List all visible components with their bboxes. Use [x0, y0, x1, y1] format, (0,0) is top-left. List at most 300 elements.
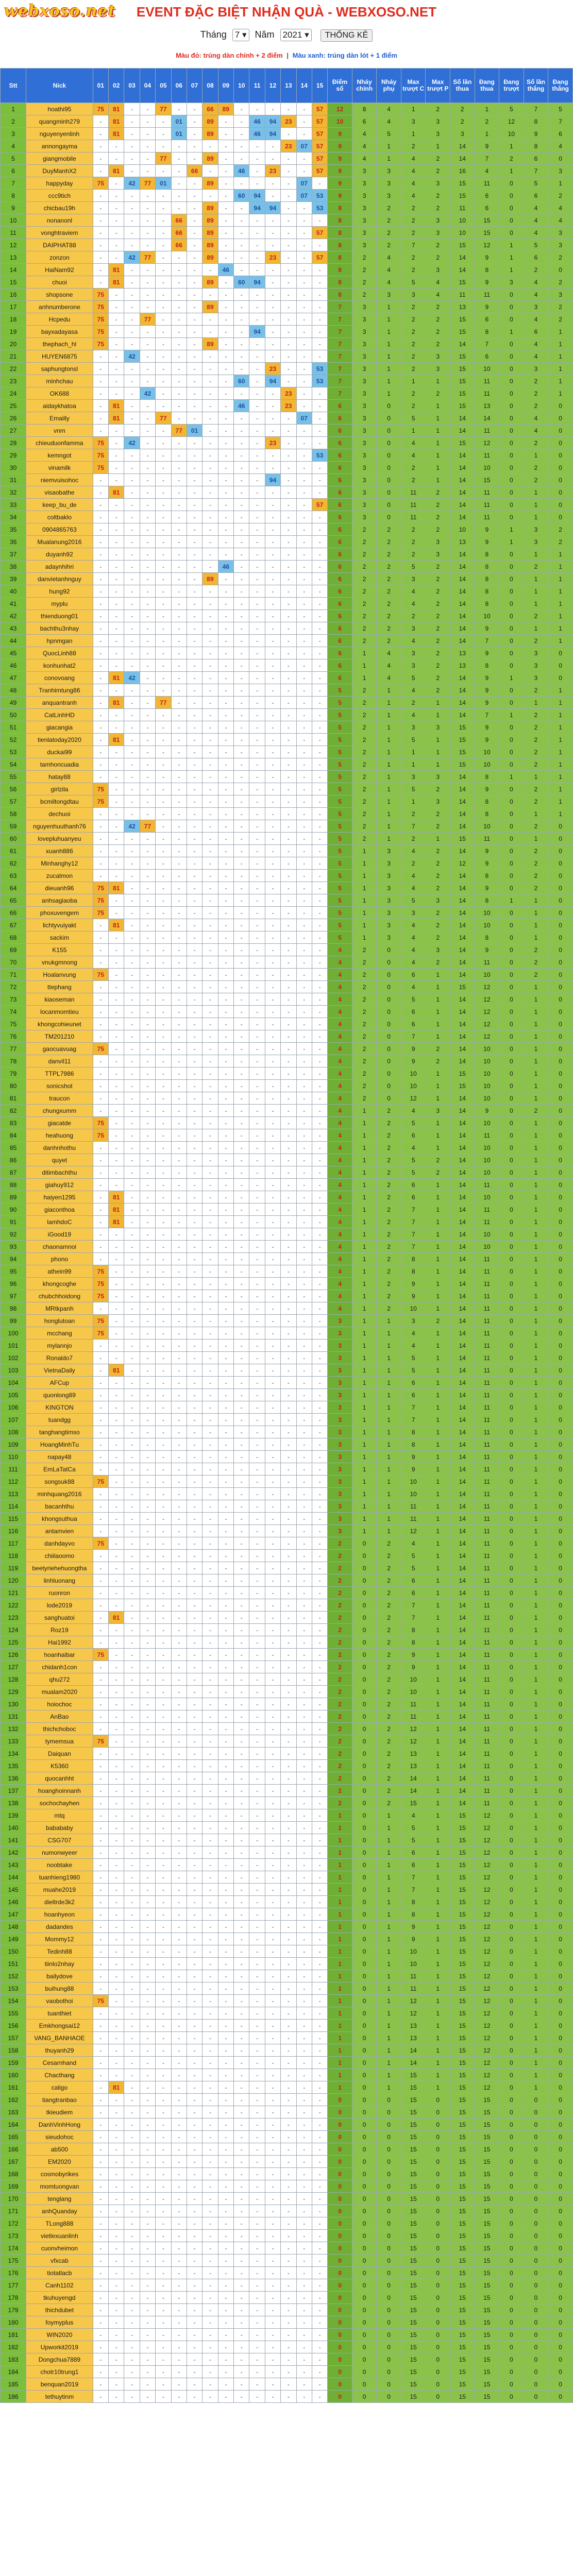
row-nick[interactable]: Hai1992	[26, 1636, 93, 1649]
day-empty-cell: -	[218, 1587, 233, 1599]
score-cell: 0	[352, 2020, 377, 2032]
day-empty-cell: -	[187, 956, 202, 969]
row-nick[interactable]: cuonvheimon	[26, 2242, 93, 2255]
score-cell: 1	[524, 1055, 548, 1067]
row-stt: 152	[1, 1970, 26, 1982]
score-cell: 0	[426, 2193, 450, 2205]
row-nick[interactable]: danhdayvo	[26, 1537, 93, 1550]
day-empty-cell: -	[218, 1723, 233, 1735]
row-nick[interactable]: tenglang	[26, 2193, 93, 2205]
score-cell: 0	[352, 2044, 377, 2057]
row-nick[interactable]: giacatde	[26, 1117, 93, 1129]
row-nick[interactable]: bacanhthu	[26, 1500, 93, 1513]
row-nick[interactable]: DuyManhX2	[26, 165, 93, 177]
row-nick[interactable]: thuyanh29	[26, 2044, 93, 2057]
row-nick[interactable]: CatLinhHD	[26, 709, 93, 721]
row-nick[interactable]: duckai99	[26, 746, 93, 758]
row-nick[interactable]: giaconthoa	[26, 1204, 93, 1216]
row-nick[interactable]: Emailly	[26, 412, 93, 425]
score-cell: 6	[548, 128, 573, 140]
row-nick[interactable]: sieudohoc	[26, 2131, 93, 2143]
table-row	[1, 1871, 573, 1884]
row-nick[interactable]: mtq	[26, 1809, 93, 1822]
day-empty-cell: -	[203, 585, 218, 598]
day-empty-cell: -	[218, 1166, 233, 1179]
row-nick[interactable]: tienlatoday2020	[26, 734, 93, 746]
row-nick[interactable]: DanhVinhHong	[26, 2119, 93, 2131]
score-total: 1	[328, 1995, 352, 2007]
row-nick[interactable]: Cesarnhand	[26, 2057, 93, 2069]
row-nick[interactable]: hoanhyeon	[26, 1908, 93, 1921]
row-nick[interactable]: quyet	[26, 1154, 93, 1166]
day-empty-cell: -	[140, 931, 155, 944]
day-empty-cell: -	[156, 1809, 171, 1822]
row-nick[interactable]: CSG707	[26, 1834, 93, 1846]
score-cell: 1	[548, 709, 573, 721]
row-nick[interactable]: lovepluhuanyeu	[26, 833, 93, 845]
day-empty-cell: -	[265, 2044, 280, 2057]
score-cell: 2	[352, 734, 377, 746]
score-cell: 3	[377, 882, 401, 894]
day-empty-cell: -	[234, 1797, 249, 1809]
score-cell: 1	[352, 919, 377, 931]
score-cell: 0	[499, 1599, 524, 1612]
row-nick[interactable]: tiinlo2nhay	[26, 1958, 93, 1970]
row-nick[interactable]: ditimbachthu	[26, 1166, 93, 1179]
score-cell: 2	[524, 857, 548, 870]
row-nick[interactable]: quangminh279	[26, 115, 93, 128]
row-nick[interactable]: AFCup	[26, 1377, 93, 1389]
score-cell: 1	[524, 907, 548, 919]
row-nick[interactable]: sanghuatoi	[26, 1612, 93, 1624]
day-hit-cell: 46	[218, 561, 233, 573]
score-cell: 1	[426, 1142, 450, 1154]
day-empty-cell: -	[109, 795, 124, 808]
row-nick[interactable]: honglutoan	[26, 1315, 93, 1327]
score-cell: 11	[475, 1772, 499, 1785]
score-cell: 0	[499, 177, 524, 190]
row-nick[interactable]: TLong888	[26, 2217, 93, 2230]
day-empty-cell: -	[140, 610, 155, 622]
row-nick[interactable]: Canh1102	[26, 2279, 93, 2292]
row-nick[interactable]: Hcpedu	[26, 313, 93, 326]
row-nick[interactable]: kiaoseman	[26, 993, 93, 1006]
row-nick[interactable]: AnBao	[26, 1710, 93, 1723]
score-total: 3	[328, 1327, 352, 1340]
day-empty-cell: -	[156, 2279, 171, 2292]
row-nick[interactable]: mylannjo	[26, 1340, 93, 1352]
row-nick[interactable]: hoanhaibar	[26, 1649, 93, 1661]
score-cell: 0	[499, 1080, 524, 1092]
row-nick[interactable]: chicbau19h	[26, 202, 93, 214]
row-nick[interactable]: hoathi95	[26, 103, 93, 115]
row-nick[interactable]: nonanonl	[26, 214, 93, 227]
row-stt: 112	[1, 1476, 26, 1488]
row-nick[interactable]: anhsagiaoba	[26, 894, 93, 907]
score-cell: 0	[548, 474, 573, 486]
row-nick[interactable]: heahuong	[26, 1129, 93, 1142]
day-empty-cell: -	[218, 1426, 233, 1438]
row-nick[interactable]: tuanhieng1980	[26, 1871, 93, 1884]
day-empty-cell: -	[234, 721, 249, 734]
row-nick[interactable]: keep_bu_de	[26, 499, 93, 511]
row-nick[interactable]: sonicshot	[26, 1080, 93, 1092]
row-nick[interactable]: vaobothoi	[26, 1995, 93, 2007]
row-nick[interactable]: hoiochoc	[26, 1698, 93, 1710]
row-nick[interactable]: VANG_BANHAOE	[26, 2032, 93, 2044]
row-nick[interactable]: babababy	[26, 1822, 93, 1834]
day-empty-cell: -	[171, 1030, 187, 1043]
row-nick[interactable]: MRtkpanh	[26, 1302, 93, 1315]
day-empty-cell: -	[187, 387, 202, 400]
month-select[interactable]	[232, 29, 249, 41]
row-nick[interactable]: Daiquan	[26, 1748, 93, 1760]
day-empty-cell: -	[265, 783, 280, 795]
row-nick[interactable]: songsuk88	[26, 1476, 93, 1488]
row-nick[interactable]: cosmobyrikes	[26, 2168, 93, 2180]
row-nick[interactable]: chieuduonfamma	[26, 437, 93, 449]
day-hit-cell: 42	[140, 387, 155, 400]
row-nick[interactable]: giangmobile	[26, 152, 93, 165]
day-empty-cell: -	[140, 1933, 155, 1945]
day-empty-cell: -	[109, 2255, 124, 2267]
row-nick[interactable]: lichtyvuiyakt	[26, 919, 93, 931]
row-nick[interactable]: quocanhht	[26, 1772, 93, 1785]
row-nick[interactable]: saphungtonsl	[26, 363, 93, 375]
row-nick[interactable]: annongayma	[26, 140, 93, 152]
row-nick[interactable]: mcchang	[26, 1327, 93, 1340]
score-cell: 0	[524, 2168, 548, 2180]
score-cell: 13	[450, 659, 475, 672]
row-nick[interactable]: DAIPHAT88	[26, 239, 93, 251]
row-nick[interactable]: HaiNam92	[26, 264, 93, 276]
row-nick[interactable]: lamhdoC	[26, 1216, 93, 1228]
row-nick[interactable]: Mualanung2016	[26, 536, 93, 548]
day-empty-cell: -	[218, 919, 233, 931]
row-nick[interactable]: qhu272	[26, 1673, 93, 1686]
row-nick[interactable]: Roz19	[26, 1624, 93, 1636]
row-nick[interactable]: Tranhimtung86	[26, 684, 93, 697]
day-empty-cell: -	[249, 1587, 265, 1599]
row-nick[interactable]: muahe2019	[26, 1884, 93, 1896]
score-cell: 0	[499, 387, 524, 400]
row-nick[interactable]: vinamilk	[26, 462, 93, 474]
score-cell: 1	[352, 1216, 377, 1228]
day-empty-cell: -	[171, 1624, 187, 1636]
score-cell: 1	[524, 981, 548, 993]
day-empty-cell: -	[124, 734, 140, 746]
row-nick[interactable]: niemvuisohoc	[26, 474, 93, 486]
table-row	[1, 1426, 573, 1438]
score-total: 6	[328, 449, 352, 462]
day-empty-cell: -	[140, 1970, 155, 1982]
day-empty-cell: -	[312, 2044, 327, 2057]
row-nick[interactable]: ccc9tich	[26, 190, 93, 202]
row-nick[interactable]: shopsone	[26, 289, 93, 301]
day-empty-cell: -	[249, 734, 265, 746]
row-nick[interactable]: dieltrde3k2	[26, 1896, 93, 1908]
row-nick[interactable]: duyanh92	[26, 548, 93, 561]
row-nick[interactable]: hatay88	[26, 771, 93, 783]
row-stt: 123	[1, 1612, 26, 1624]
score-cell: 7	[524, 103, 548, 115]
day-empty-cell: -	[296, 598, 312, 610]
row-nick[interactable]: tkieudiem	[26, 2106, 93, 2119]
row-nick[interactable]: ruonron	[26, 1587, 93, 1599]
row-nick[interactable]: vfxcab	[26, 2255, 93, 2267]
day-hit-cell: 94	[265, 115, 280, 128]
row-nick[interactable]: 0904865763	[26, 523, 93, 536]
row-nick[interactable]: vietlexuanlinh	[26, 2230, 93, 2242]
row-nick[interactable]: TM201210	[26, 1030, 93, 1043]
row-nick[interactable]: phono	[26, 1253, 93, 1265]
row-nick[interactable]: happyday	[26, 177, 93, 190]
row-nick[interactable]: bayxadayasa	[26, 326, 93, 338]
row-nick[interactable]: iGood19	[26, 1228, 93, 1241]
day-empty-cell: -	[171, 1166, 187, 1179]
day-empty-cell: -	[218, 338, 233, 350]
row-nick[interactable]: HUYEN6875	[26, 350, 93, 363]
row-nick[interactable]: khongcohieunet	[26, 1018, 93, 1030]
row-nick[interactable]: haiyen1295	[26, 1191, 93, 1204]
row-nick[interactable]: sackim	[26, 931, 93, 944]
day-empty-cell: -	[140, 1995, 155, 2007]
row-nick[interactable]: tamhoncuadia	[26, 758, 93, 771]
row-nick[interactable]: Tedinh88	[26, 1945, 93, 1958]
row-nick[interactable]: danvil11	[26, 1055, 93, 1067]
row-nick[interactable]: antamvien	[26, 1525, 93, 1537]
row-nick[interactable]: caligo	[26, 2081, 93, 2094]
row-nick[interactable]: hung92	[26, 585, 93, 598]
row-nick[interactable]: conovoang	[26, 672, 93, 684]
score-cell: 0	[352, 1673, 377, 1686]
day-empty-cell: -	[234, 1723, 249, 1735]
row-nick[interactable]: khongsuthua	[26, 1513, 93, 1525]
score-cell: 1	[499, 264, 524, 276]
day-empty-cell: -	[265, 2081, 280, 2094]
row-nick[interactable]: KINGTON	[26, 1401, 93, 1414]
score-cell: 3	[352, 202, 377, 214]
row-nick[interactable]: anquantranh	[26, 697, 93, 709]
row-nick[interactable]: noobtake	[26, 1859, 93, 1871]
score-cell: 0	[352, 1859, 377, 1871]
row-nick[interactable]: buihung88	[26, 1982, 93, 1995]
day-empty-cell: -	[281, 251, 296, 264]
row-nick[interactable]: giacangia	[26, 721, 93, 734]
row-nick[interactable]: bcmiltongdtau	[26, 795, 93, 808]
row-nick[interactable]: locanmomtieu	[26, 1006, 93, 1018]
day-hit-cell: 75	[93, 301, 108, 313]
row-nick[interactable]: Emkhongsai12	[26, 2020, 93, 2032]
score-cell: 15	[401, 2205, 426, 2217]
row-nick[interactable]: nguyenhuuthanh76	[26, 820, 93, 833]
row-nick[interactable]: tanghangtimso	[26, 1426, 93, 1438]
row-nick[interactable]: minhquang2016	[26, 1488, 93, 1500]
score-cell: 14	[450, 152, 475, 165]
row-nick[interactable]: girlzila	[26, 783, 93, 795]
score-cell: 1	[352, 1327, 377, 1340]
day-empty-cell: -	[312, 1982, 327, 1995]
row-nick[interactable]: TTPL7986	[26, 1067, 93, 1080]
row-nick[interactable]: sochochayhen	[26, 1797, 93, 1809]
row-nick[interactable]: nguyenyenlinh	[26, 128, 93, 140]
row-nick[interactable]: tiangtranbao	[26, 2094, 93, 2106]
day-empty-cell: -	[234, 2032, 249, 2044]
day-empty-cell: -	[249, 1748, 265, 1760]
score-cell: 4	[426, 276, 450, 289]
day-empty-cell: -	[296, 1896, 312, 1908]
day-empty-cell: -	[109, 1896, 124, 1908]
row-nick[interactable]: mualam2020	[26, 1686, 93, 1698]
day-empty-cell: -	[203, 1352, 218, 1364]
row-nick[interactable]: hoanghoinnanh	[26, 1785, 93, 1797]
day-empty-cell: -	[187, 2032, 202, 2044]
row-nick[interactable]: athein99	[26, 1265, 93, 1278]
day-empty-cell: -	[171, 1908, 187, 1921]
score-cell: 1	[426, 758, 450, 771]
table-row	[1, 1785, 573, 1797]
score-cell: 15	[450, 746, 475, 758]
row-nick[interactable]: K155	[26, 944, 93, 956]
row-nick[interactable]: dieuanh96	[26, 882, 93, 894]
row-nick[interactable]: kemngot	[26, 449, 93, 462]
row-nick[interactable]: napay48	[26, 1451, 93, 1463]
year-select[interactable]	[280, 29, 312, 41]
day-empty-cell: -	[249, 2057, 265, 2069]
row-stt: 109	[1, 1438, 26, 1451]
score-cell: 0	[352, 1921, 377, 1933]
row-nick[interactable]: xuanh886	[26, 845, 93, 857]
statistics-button[interactable]: THỐNG KÊ	[321, 29, 373, 42]
row-nick[interactable]: Chacthang	[26, 2069, 93, 2081]
row-nick[interactable]: chaonamnoi	[26, 1241, 93, 1253]
row-nick[interactable]: phoxuvengem	[26, 907, 93, 919]
score-cell: 14	[450, 956, 475, 969]
row-nick[interactable]: beetyriehehuongtha	[26, 1562, 93, 1574]
row-nick[interactable]: dechuoi	[26, 808, 93, 820]
score-cell: 2	[524, 820, 548, 833]
row-nick[interactable]: giahuy912	[26, 1179, 93, 1191]
row-nick[interactable]: lode2019	[26, 1599, 93, 1612]
row-nick[interactable]: linhluonang	[26, 1574, 93, 1587]
row-nick[interactable]: EmLaTatCa	[26, 1463, 93, 1476]
row-nick[interactable]: thienduong01	[26, 610, 93, 622]
row-nick[interactable]: visaobathe	[26, 486, 93, 499]
score-cell: 5	[401, 561, 426, 573]
day-hit-cell: 75	[93, 313, 108, 326]
row-nick[interactable]: K5360	[26, 1760, 93, 1772]
day-empty-cell: -	[140, 659, 155, 672]
site-logo[interactable]: webxoso.net	[4, 2, 116, 20]
row-nick[interactable]: Hoalanvung	[26, 969, 93, 981]
score-cell: 0	[499, 1278, 524, 1290]
row-nick[interactable]: EM2020	[26, 2156, 93, 2168]
day-empty-cell: -	[171, 1364, 187, 1377]
row-nick[interactable]: Ronaldo7	[26, 1352, 93, 1364]
day-empty-cell: -	[296, 919, 312, 931]
row-nick[interactable]: ttephang	[26, 981, 93, 993]
row-nick[interactable]: zonzon	[26, 251, 93, 264]
row-nick[interactable]: HoangMinhTu	[26, 1438, 93, 1451]
table-row	[1, 2143, 573, 2156]
row-nick[interactable]: chiilaoomo	[26, 1550, 93, 1562]
row-nick[interactable]: vnm	[26, 425, 93, 437]
day-empty-cell: -	[187, 1302, 202, 1315]
row-nick[interactable]: traucon	[26, 1092, 93, 1105]
row-nick[interactable]: tuandgg	[26, 1414, 93, 1426]
row-nick[interactable]: aidaykhatoa	[26, 400, 93, 412]
day-empty-cell: -	[187, 1834, 202, 1846]
score-cell: 2	[352, 758, 377, 771]
row-nick[interactable]: vonghtraviem	[26, 227, 93, 239]
row-nick[interactable]: anhnumberone	[26, 301, 93, 313]
row-nick[interactable]: tiotatlacb	[26, 2267, 93, 2279]
row-nick[interactable]: minhchau	[26, 375, 93, 387]
score-total: 1	[328, 2007, 352, 2020]
row-nick[interactable]: bailydove	[26, 1970, 93, 1982]
row-nick[interactable]: coltbaklo	[26, 511, 93, 523]
row-nick[interactable]: tuanthiet	[26, 2007, 93, 2020]
score-cell: 0	[548, 1179, 573, 1191]
row-nick[interactable]: numonwyeer	[26, 1846, 93, 1859]
row-nick[interactable]: chuoi	[26, 276, 93, 289]
row-nick[interactable]: thephach_hl	[26, 338, 93, 350]
row-nick[interactable]: konhunhat2	[26, 659, 93, 672]
row-nick[interactable]: hpnmgan	[26, 635, 93, 647]
score-cell: 2	[426, 585, 450, 598]
day-empty-cell: -	[156, 969, 171, 981]
row-nick[interactable]: chubchhoidong	[26, 1290, 93, 1302]
row-nick[interactable]: momtuongvan	[26, 2180, 93, 2193]
day-empty-cell: -	[171, 833, 187, 845]
row-nick[interactable]: quonlong89	[26, 1389, 93, 1401]
row-nick[interactable]: chungxumm	[26, 1105, 93, 1117]
row-stt: 125	[1, 1636, 26, 1649]
score-cell: 3	[426, 115, 450, 128]
score-cell: 1	[475, 128, 499, 140]
row-nick[interactable]: myplu	[26, 598, 93, 610]
row-nick[interactable]: dadandes	[26, 1921, 93, 1933]
row-nick[interactable]: zucalmon	[26, 870, 93, 882]
row-nick[interactable]: tymemsua	[26, 1735, 93, 1748]
row-nick[interactable]: VietnaDaily	[26, 1364, 93, 1377]
score-cell: 10	[475, 462, 499, 474]
score-total: 4	[328, 1179, 352, 1191]
row-nick[interactable]: danvietanhnguy	[26, 573, 93, 585]
row-nick[interactable]: gaocuavuag	[26, 1043, 93, 1055]
row-nick[interactable]: anhQuanday	[26, 2205, 93, 2217]
day-empty-cell: -	[171, 659, 187, 672]
row-nick[interactable]: chidanh1con	[26, 1661, 93, 1673]
row-nick[interactable]: thichchoboc	[26, 1723, 93, 1735]
row-nick[interactable]: ab500	[26, 2143, 93, 2156]
row-nick[interactable]: vnukgmnong	[26, 956, 93, 969]
row-nick[interactable]: OK688	[26, 387, 93, 400]
day-empty-cell: -	[124, 1117, 140, 1129]
row-nick[interactable]: bachthu3nhay	[26, 622, 93, 635]
row-nick[interactable]: adaynhihri	[26, 561, 93, 573]
row-nick[interactable]: QuocLinh88	[26, 647, 93, 659]
row-nick[interactable]: Minhanghy12	[26, 857, 93, 870]
day-empty-cell: -	[93, 2205, 108, 2217]
row-nick[interactable]: danhnhothu	[26, 1142, 93, 1154]
score-total: 5	[328, 795, 352, 808]
day-empty-cell: -	[93, 2217, 108, 2230]
row-nick[interactable]: khongcoghe	[26, 1278, 93, 1290]
row-nick[interactable]: Mommy12	[26, 1933, 93, 1945]
day-empty-cell: -	[93, 1834, 108, 1846]
day-empty-cell: -	[218, 2044, 233, 2057]
